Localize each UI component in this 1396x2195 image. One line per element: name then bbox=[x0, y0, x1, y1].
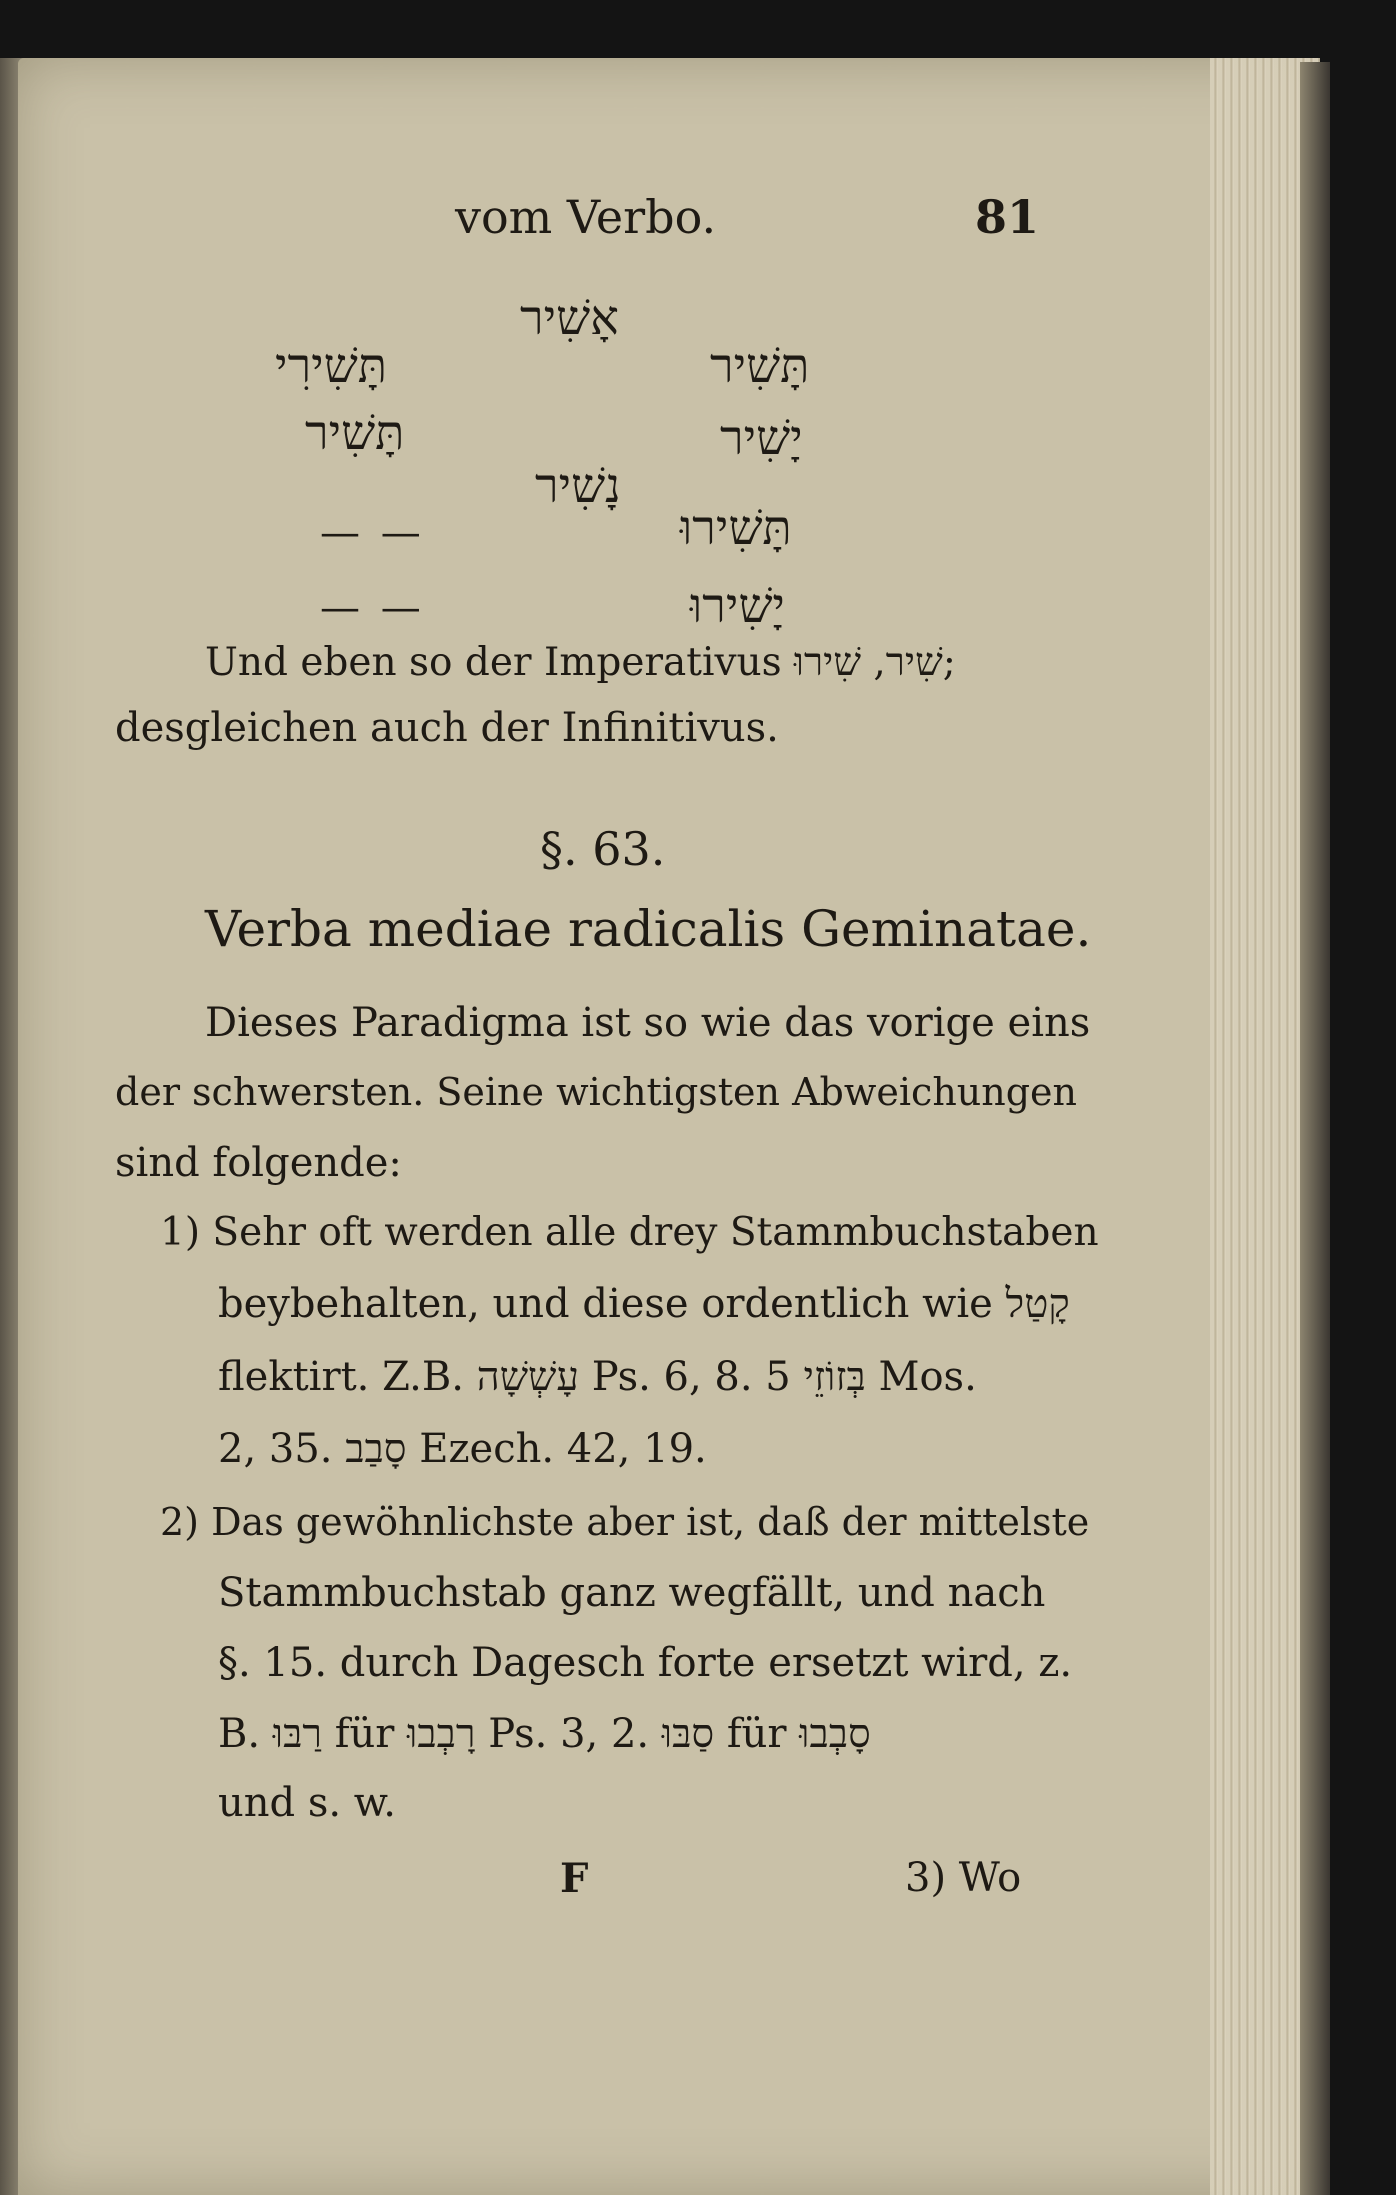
section-number: §. 63. bbox=[540, 822, 666, 876]
running-title: vom Verbo. bbox=[455, 190, 717, 244]
paradigm-row6-right: יָשִׁירוּ bbox=[690, 578, 786, 634]
paradigm-row2-left: תָּשִׁירִי bbox=[275, 338, 388, 394]
paradigm-row5-right: תָּשִׁירוּ bbox=[680, 500, 792, 556]
book-page bbox=[18, 58, 1318, 2195]
paradigm-row4-center: נָשִׁיר bbox=[535, 458, 621, 514]
item1-line-3: flektirt. Z.B. עָשְׁשָׁה Ps. 6, 8. בְּזוֹזֵי 5 Mos. bbox=[218, 1354, 977, 1400]
paradigm-row6-left: — — bbox=[320, 585, 425, 631]
item1-line-4: 2, 35. סָבַב Ezech. 42, 19. bbox=[218, 1426, 707, 1472]
item1-line-1: 1) Sehr oft werden alle drey Stammbuchstaben bbox=[160, 1210, 1099, 1255]
item1-line-2: beybehalten, und diese ordentlich wie קָטַל bbox=[218, 1281, 1070, 1327]
section-title: Verba mediae radicalis Geminatae. bbox=[205, 900, 1092, 958]
paradigm-row5-left: — — bbox=[320, 510, 425, 556]
item2-line-4: B. רַבּוּ für רָבְבוּ Ps. 3, 2. סַבּוּ für סָבְבוּ bbox=[218, 1711, 871, 1757]
catchword: 3) Wo bbox=[905, 1855, 1022, 1901]
paradigm-row3-left: תָּשִׁיר bbox=[305, 405, 405, 461]
item2-line-1: 2) Das gewöhnlichste aber ist, daß der mittelste bbox=[160, 1500, 1090, 1544]
item2-line-5: und s. w. bbox=[218, 1780, 397, 1826]
paradigm-row1-center: אָשִׁיר bbox=[520, 290, 619, 346]
item2-line-3: §. 15. durch Dagesch forte ersetzt wird, z. bbox=[218, 1640, 1073, 1686]
page-edge-shadow bbox=[1300, 62, 1330, 2195]
paragraph-line-1: Dieses Paradigma ist so wie das vorige eins bbox=[205, 1000, 1091, 1046]
imperative-line: Und eben so der Imperativus שִׁיר, שִׁירוּ; bbox=[205, 640, 956, 685]
infinitive-line: desgleichen auch der Infinitivus. bbox=[115, 705, 779, 751]
paradigm-row2-right: תָּשִׁיר bbox=[710, 338, 810, 394]
page-number: 81 bbox=[975, 190, 1040, 244]
paragraph-line-2: der schwersten. Seine wichtigsten Abweichungen bbox=[115, 1070, 1078, 1114]
paragraph-line-3: sind folgende: bbox=[115, 1140, 402, 1186]
signature-mark: F bbox=[560, 1855, 589, 1902]
paradigm-row3-right: יָשִׁיר bbox=[720, 410, 803, 466]
item2-line-2: Stammbuchstab ganz wegfällt, und nach bbox=[218, 1570, 1046, 1616]
